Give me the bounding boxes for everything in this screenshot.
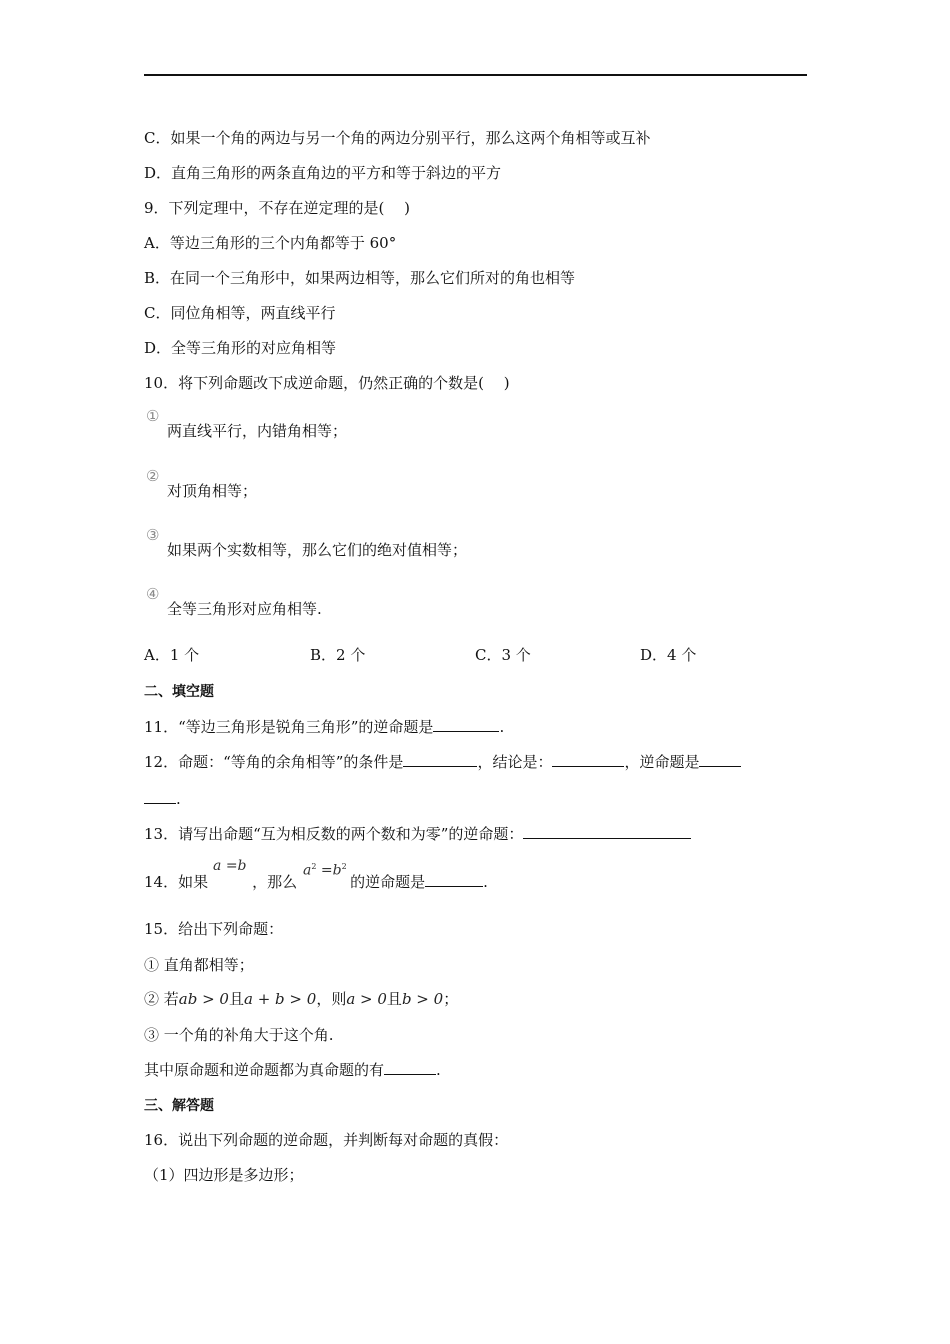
q15-formula-b-positive: b > 0 xyxy=(401,990,444,1008)
q10-option-d: D．4 个 xyxy=(640,646,697,664)
q9-option-a: A．等边三角形的三个内角都等于 60° xyxy=(144,234,397,252)
q10-option-b: B．2 个 xyxy=(310,646,366,664)
q14-conclusion-formula: $a^2 =b^2$ xyxy=(303,862,347,879)
q10-option-c: C．3 个 xyxy=(475,646,531,664)
q15-formula-a-positive: a > 0 xyxy=(346,990,387,1008)
q9-option-b: B．在同一个三角形中，如果两边相等，那么它们所对的角也相等 xyxy=(144,269,576,287)
q10-item-1-mark: ① xyxy=(146,407,160,425)
q9-option-d: D．全等三角形的对应角相等 xyxy=(144,339,337,357)
q12-condition-blank[interactable] xyxy=(403,752,477,767)
q14-after: 的逆命题是 xyxy=(350,873,426,891)
header-rule xyxy=(144,74,807,76)
q10-item-4-mark: ④ xyxy=(146,585,160,603)
q11-text: 11．“等边三角形是锐角三角形”的逆命题是 xyxy=(144,718,434,736)
q10-item-2-text: 对顶角相等； xyxy=(167,482,258,500)
q12-end: ，逆命题是 xyxy=(624,753,700,771)
q15-stem: 15．给出下列命题： xyxy=(144,920,284,938)
q16-stem: 16．说出下列命题的逆命题，并判断每对命题的真假： xyxy=(144,1131,509,1149)
q14-text: 14．如果 xyxy=(144,873,209,891)
q15-item-2: ② 若ab > 0且a + b > 0，则a > 0且b > 0； xyxy=(144,990,459,1008)
q15-item-3: ③ 一个角的补角大于这个角. xyxy=(144,1026,334,1044)
q10-item-2-mark: ② xyxy=(146,467,160,485)
q12-converse-blank[interactable] xyxy=(699,752,741,767)
q15-formula-sum-positive: a + b > 0 xyxy=(244,990,317,1008)
q9-option-c: C．同位角相等，两直线平行 xyxy=(144,304,336,322)
q15-question: 其中原命题和逆命题都为真命题的有 . xyxy=(144,1061,441,1079)
q12-conclusion-blank[interactable] xyxy=(552,752,624,767)
q9-stem: 9．下列定理中，不存在逆定理的是( ) xyxy=(144,199,411,217)
q10-item-4-text: 全等三角形对应角相等. xyxy=(167,600,322,618)
q14-mid: ，那么 xyxy=(252,873,298,891)
section-fill-in-heading: 二、填空题 xyxy=(144,684,214,700)
q15-formula-ab-positive: ab > 0 xyxy=(178,990,229,1008)
q10-option-a: A．1 个 xyxy=(144,646,200,664)
q14-answer-blank[interactable] xyxy=(425,872,483,887)
q12-converse-blank-cont[interactable] xyxy=(144,789,176,804)
q10-stem: 10．将下列命题改下成逆命题，仍然正确的个数是( ) xyxy=(144,374,510,392)
q12-mid: ，结论是： xyxy=(477,753,553,771)
q13 xyxy=(144,824,691,844)
q11-end: . xyxy=(499,718,505,736)
q14-tail: . xyxy=(483,873,488,891)
q15-item-1: ① 直角都相等； xyxy=(144,956,254,974)
q12-continuation xyxy=(144,789,181,809)
section-answer-heading: 三、解答题 xyxy=(144,1098,214,1114)
q11-answer-blank[interactable] xyxy=(433,717,499,732)
q8-option-d: D．直角三角形的两条直角边的平方和等于斜边的平方 xyxy=(144,164,502,182)
q16-part-1: （1）四边形是多边形； xyxy=(144,1166,304,1184)
q14 xyxy=(144,872,488,892)
q11 xyxy=(144,717,504,737)
q10-item-3-text: 如果两个实数相等，那么它们的绝对值相等； xyxy=(167,541,468,559)
q10-item-3-mark: ③ xyxy=(146,526,160,544)
q14-condition-formula: a =b xyxy=(213,858,247,874)
q13-answer-blank[interactable] xyxy=(523,824,691,839)
q10-item-1-text: 两直线平行，内错角相等； xyxy=(167,422,348,440)
q12-text: 12．命题：“等角的余角相等”的条件是 xyxy=(144,753,404,771)
q15-answer-blank[interactable] xyxy=(384,1060,436,1075)
q12 xyxy=(144,752,741,772)
q12-tail: . xyxy=(176,790,181,808)
q13-text: 13．请写出命题“互为相反数的两个数和为零”的逆命题： xyxy=(144,825,524,843)
q8-option-c: C．如果一个角的两边与另一个角的两边分别平行，那么这两个角相等或互补 xyxy=(144,129,651,147)
